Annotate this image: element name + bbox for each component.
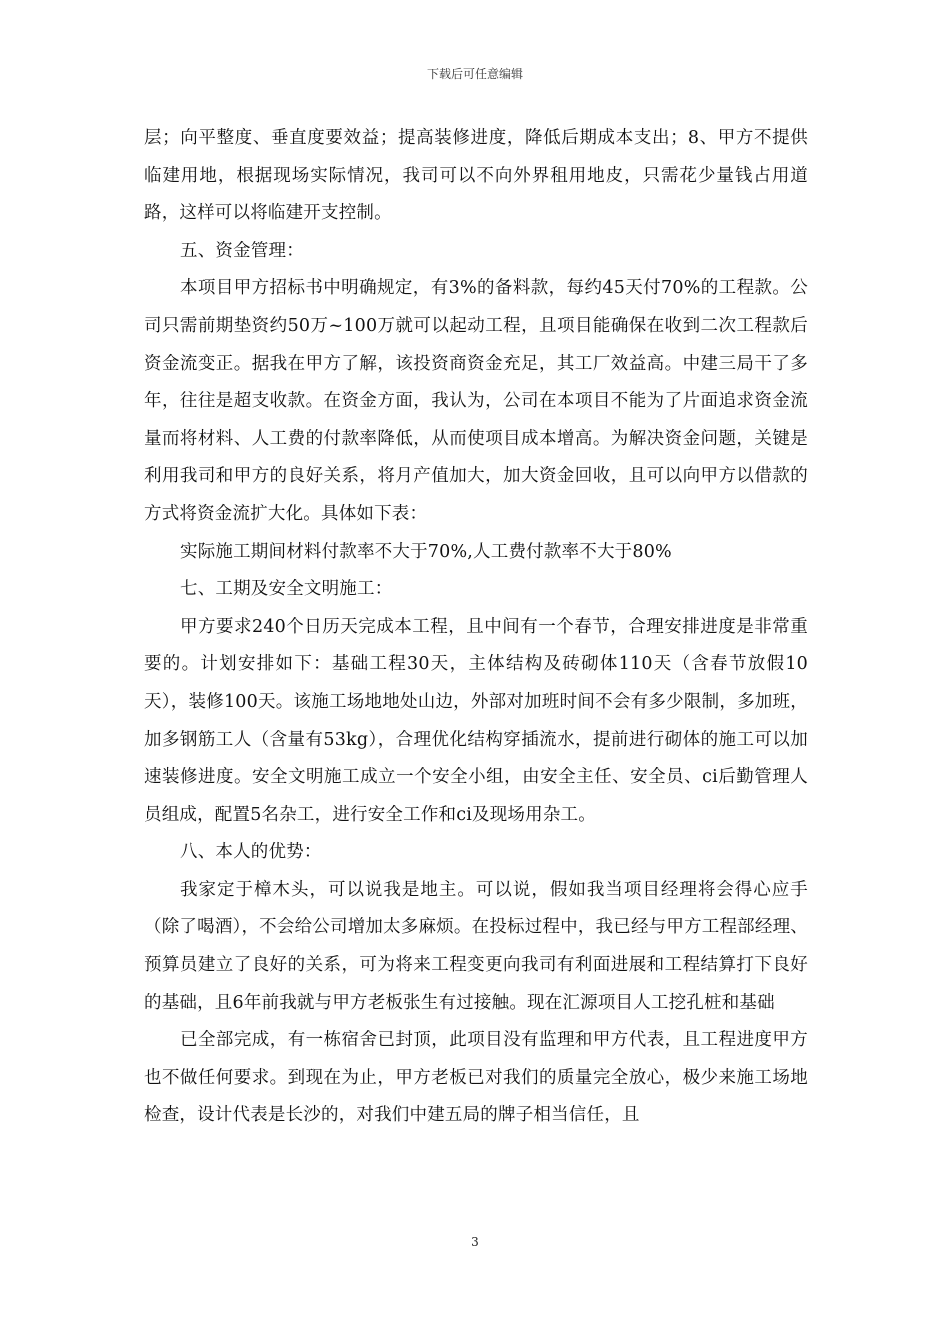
document-body: [144, 120, 808, 1135]
paragraph: 层；向平整度、垂直度要效益；提高装修进度，降低后期成本支出；8、甲方不提供临建用地，根据现场实际情况，我司可以不向外界租用地皮，只需花少量钱占用道路，这样可以将临建开支控制。: [144, 128, 808, 224]
section-heading-advantages: 八、本人的优势：: [180, 842, 322, 863]
paragraph: 本项目甲方招标书中明确规定，有3%的备料款，每约45天付70%的工程款。公司只需前期垫资约50万~100万就可以起动工程，且项目能确保在收到二次工程款后资金流变正。据我在甲方了解，该投资商资金充足，其工厂效益高。中建三局干了多年，往往是超支收款。在资金方面，我认为，公司在本项目不能为了片面追求资金流量而将材料、人工费的付款率降低，从而使项目成本增高。为解决资金问题，关键是利用我司和甲方的良好关系，将月产值加大，加大资金回收，且可以向甲方以借款的方式将资金流扩大化。具体如下表：: [144, 278, 808, 524]
section-heading-schedule-safety: 七、工期及安全文明施工：: [180, 579, 393, 600]
paragraph: 已全部完成，有一栋宿舍已封顶，此项目没有监理和甲方代表，且工程进度甲方也不做任何要求。到现在为止，甲方老板已对我们的质量完全放心，极少来施工场地检查，设计代表是长沙的，对我们中建五局的牌子相当信任，且: [144, 1030, 808, 1126]
section-heading-funds: 五、资金管理：: [180, 240, 304, 261]
paragraph: 甲方要求240个日历天完成本工程，且中间有一个春节，合理安排进度是非常重要的。计划安排如下：基础工程30天，主体结构及砖砌体110天（含春节放假10天），装修100天。该施工场地地处山边，外部对加班时间不会有多少限制，多加班，加多钢筋工人（含量有53kg），合理优化结构穿插流水，提前进行砌体的施工可以加速装修进度。安全文明施工成立一个安全小组，由安全主任、安全员、ci后勤管理人员组成，配置5名杂工，进行安全工作和ci及现场用杂工。: [144, 616, 808, 825]
paragraph: 我家定于樟木头，可以说我是地主。可以说，假如我当项目经理将会得心应手（除了喝酒），不会给公司增加太多麻烦。在投标过程中，我已经与甲方工程部经理、预算员建立了良好的关系，可为将来工程变更向我司有利面进展和工程结算打下良好的基础，且6年前我就与甲方老板张生有过接触。现在汇源项目人工挖孔桩和基础: [144, 879, 808, 1013]
page-number: 3: [471, 1235, 479, 1249]
page-header: 下载后可任意编辑: [426, 67, 523, 81]
paragraph: 实际施工期间材料付款率不大于70%,人工费付款率不大于80%: [180, 541, 672, 562]
